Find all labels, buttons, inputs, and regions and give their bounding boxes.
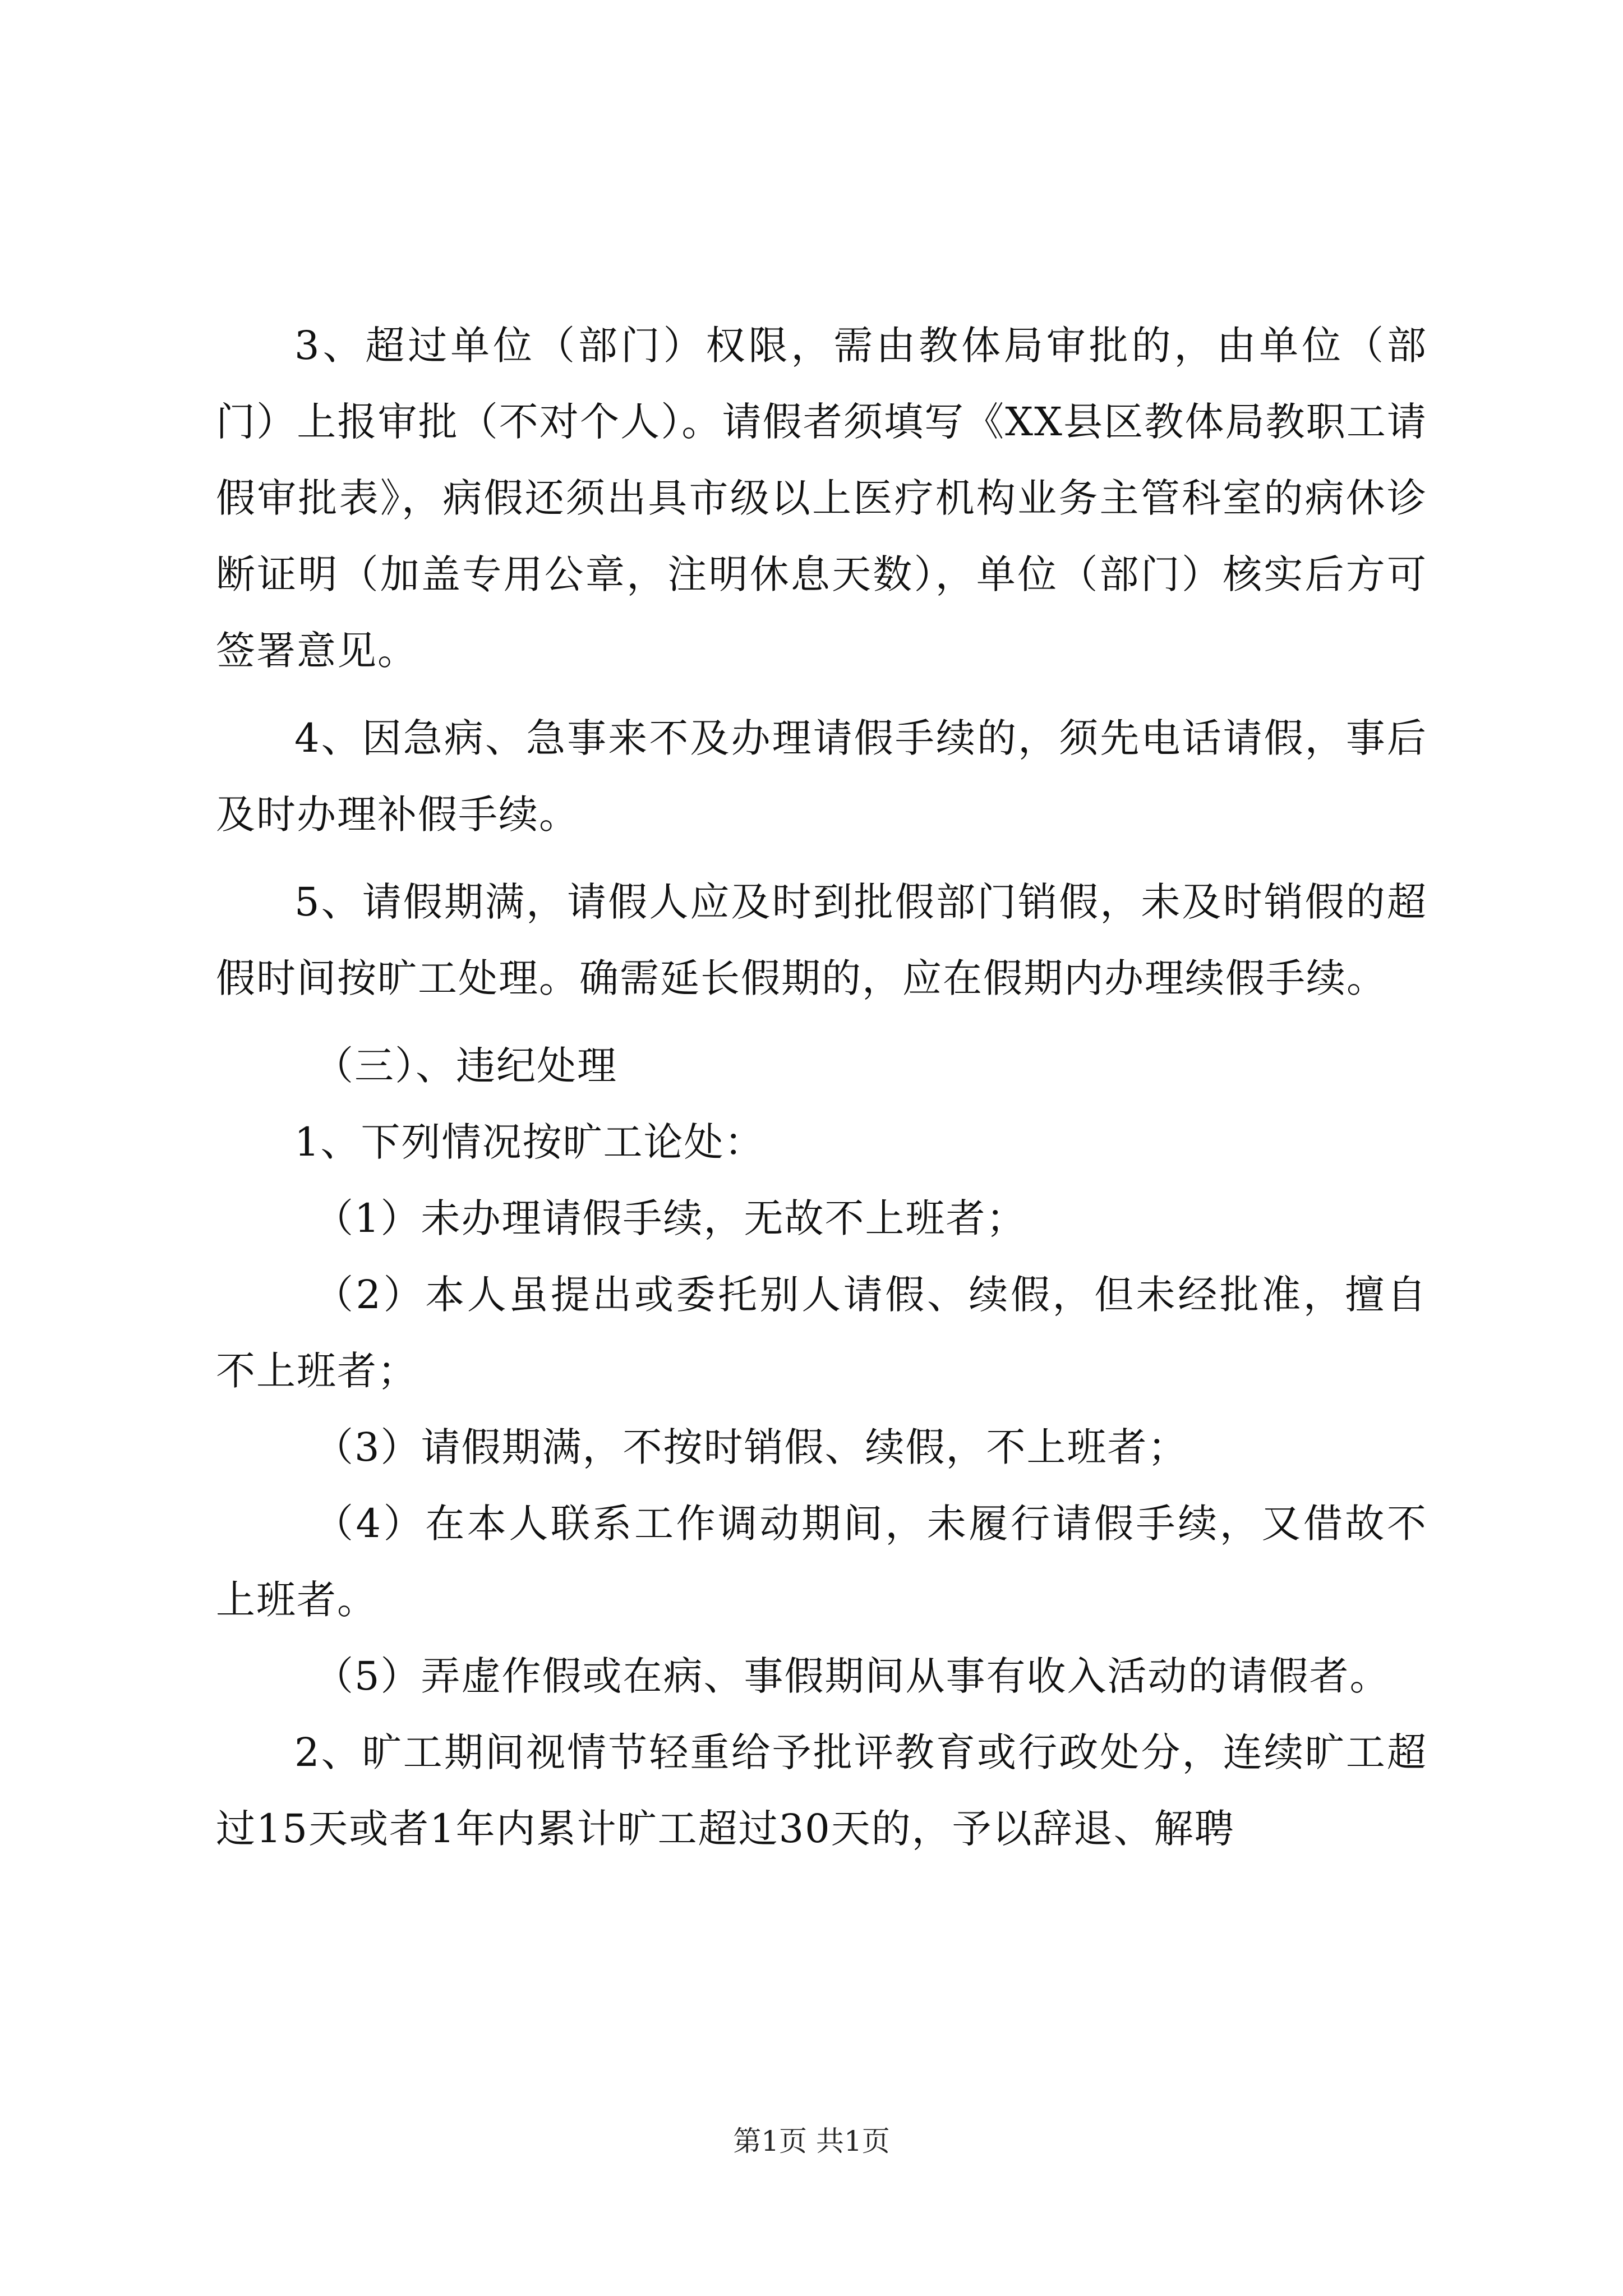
paragraph-rule-5: 5、请假期满，请假人应及时到批假部门销假，未及时销假的超假时间按旷工处理。确需延长假期的，应在假期内办理续假手续。 (216, 879, 1427, 1001)
paragraph-rule-4: 4、因急病、急事来不及办理请假手续的，须先电话请假，事后及时办理补假手续。 (216, 715, 1427, 838)
page-footer: 第1页 共1页 (733, 2125, 890, 2157)
list-item-absence-2: （2）本人虽提出或委托别人请假、续假，但未经批准，擅自不上班者； (216, 1272, 1427, 1394)
document-body (216, 307, 1427, 1867)
list-item-absence-5: （5）弄虚作假或在病、事假期间从事有收入活动的请假者。 (314, 1653, 1390, 1699)
list-item-absence-4: （4）在本人联系工作调动期间，未履行请假手续，又借故不上班者。 (216, 1501, 1427, 1623)
paragraph-rule-3: 3、超过单位（部门）权限，需由教体局审批的，由单位（部门）上报审批（不对个人）。请假者须填写《XX县区教体局教职工请假审批表》，病假还须出具市级以上医疗机构业务主管科室的病休诊断证明（加盖专用公章，注明休息天数），单位（部门）核实后方可签署意见。 (216, 323, 1427, 674)
paragraph-item-2: 2、旷工期间视情节轻重给予批评教育或行政处分，连续旷工超过15天或者1年内累计旷工超过30天的，予以辞退、解聘 (216, 1729, 1427, 1852)
section-heading-discipline: （三）、违纪处理 (314, 1043, 617, 1089)
list-item-absence-3: （3）请假期满，不按时销假、续假，不上班者； (314, 1424, 1188, 1470)
list-item-absence-1: （1）未办理请假手续，无故不上班者； (314, 1195, 1027, 1241)
paragraph-item-1: 1、下列情况按旷工论处： (294, 1119, 765, 1165)
